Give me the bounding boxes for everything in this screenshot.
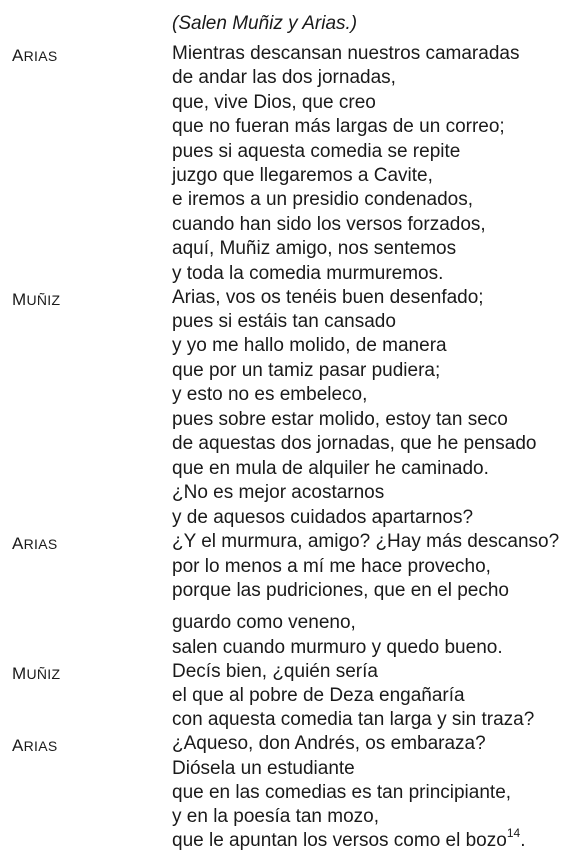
- stage-direction: (Salen Muñiz y Arias.): [172, 13, 358, 34]
- verse-text: Decís bien, ¿quién sería: [172, 661, 378, 682]
- verse-text: Mientras descansan nuestros camaradas: [172, 43, 520, 64]
- verse-line: [172, 457, 489, 481]
- verse-line: [172, 481, 384, 505]
- verse-text: que en mula de alquiler he caminado.: [172, 458, 489, 479]
- verse-text: ¿No es mejor acostarnos: [172, 482, 385, 503]
- verse-line: [172, 286, 484, 310]
- verse-text: y yo me hallo molido, de manera: [172, 335, 447, 356]
- verse-text: cuando han sido los versos forzados,: [172, 214, 486, 235]
- verse-line: [172, 506, 473, 530]
- verse-text: con aquesta comedia tan larga y sin traza?: [172, 709, 535, 730]
- verse-line: [172, 636, 503, 660]
- verse-line: [172, 140, 460, 164]
- verse-line: [172, 262, 443, 286]
- verse-text: y toda la comedia murmuremos.: [172, 263, 444, 284]
- speaker-name: MUÑIZ: [12, 664, 61, 683]
- footnote-reference[interactable]: 14: [506, 825, 521, 840]
- verse-line: [172, 42, 519, 66]
- verse-line: [172, 115, 505, 139]
- final-punctuation: .: [520, 830, 526, 851]
- speaker-name: ARIAS: [12, 534, 58, 553]
- verse-line: [172, 188, 473, 212]
- verse-text: por lo menos a mí me hace provecho,: [172, 556, 491, 577]
- verse-text: porque las pudriciones, que en el pecho: [172, 580, 509, 601]
- verse-text: Diósela un estudiante: [172, 758, 355, 779]
- verse-text: juzgo que llegaremos a Cavite,: [172, 165, 433, 186]
- verse-text: pues si aquesta comedia se repite: [172, 141, 461, 162]
- verse-text: y de aquesos cuidados apartarnos?: [172, 507, 474, 528]
- verse-line: [172, 611, 356, 635]
- verse-line: [172, 334, 447, 358]
- verse-text: y en la poesía tan mozo,: [172, 806, 380, 827]
- verse-text: guardo como veneno,: [172, 612, 356, 633]
- speaker-name: MUÑIZ: [12, 290, 61, 309]
- verse-text: salen cuando murmuro y quedo bueno.: [172, 637, 503, 658]
- verse-line: [172, 383, 367, 407]
- verse-line: [172, 213, 486, 237]
- speaker-name: ARIAS: [12, 736, 58, 755]
- verse-text: de aquestas dos jornadas, que he pensado: [172, 433, 537, 454]
- verse-line: [172, 164, 433, 188]
- verse-line: [172, 660, 378, 684]
- verse-line: [172, 359, 440, 383]
- verse-text: que no fueran más largas de un correo;: [172, 116, 505, 137]
- verse-text: pues sobre estar molido, estoy tan seco: [172, 409, 508, 430]
- verse-line: [172, 408, 508, 432]
- verse-line: [172, 579, 509, 603]
- verse-text: y esto no es embeleco,: [172, 384, 368, 405]
- verse-text: ¿Y el murmura, amigo? ¿Hay más descanso?: [172, 531, 560, 552]
- verse-line: [172, 530, 559, 554]
- verse-line: [172, 781, 511, 805]
- verse-text: Arias, vos os tenéis buen desenfado;: [172, 287, 484, 308]
- verse-text: que por un tamiz pasar pudiera;: [172, 360, 441, 381]
- verse-line: [172, 732, 486, 756]
- verse-text: el que al pobre de Deza engañaría: [172, 685, 465, 706]
- verse-line: [172, 237, 456, 261]
- verse-line: [172, 66, 396, 90]
- verse-line: [172, 757, 355, 781]
- verse-line: [172, 708, 534, 732]
- verse-line: [172, 432, 536, 456]
- verse-line: [172, 310, 396, 334]
- verse-text: e iremos a un presidio condenados,: [172, 189, 474, 210]
- verse-text: que le apuntan los versos como el bozo: [172, 830, 507, 851]
- speaker-name: ARIAS: [12, 46, 58, 65]
- verse-text: de andar las dos jornadas,: [172, 67, 396, 88]
- verse-line: [172, 684, 465, 708]
- verse-text: aquí, Muñiz amigo, nos sentemos: [172, 238, 457, 259]
- verse-line: [172, 825, 526, 853]
- verse-text: que, vive Dios, que creo: [172, 92, 376, 113]
- verse-line: [172, 805, 379, 829]
- verse-text: pues si estáis tan cansado: [172, 311, 396, 332]
- verse-line: [172, 91, 376, 115]
- verse-text: que en las comedias es tan principiante,: [172, 782, 512, 803]
- verse-line: [172, 555, 491, 579]
- verse-text: ¿Aqueso, don Andrés, os embaraza?: [172, 733, 486, 754]
